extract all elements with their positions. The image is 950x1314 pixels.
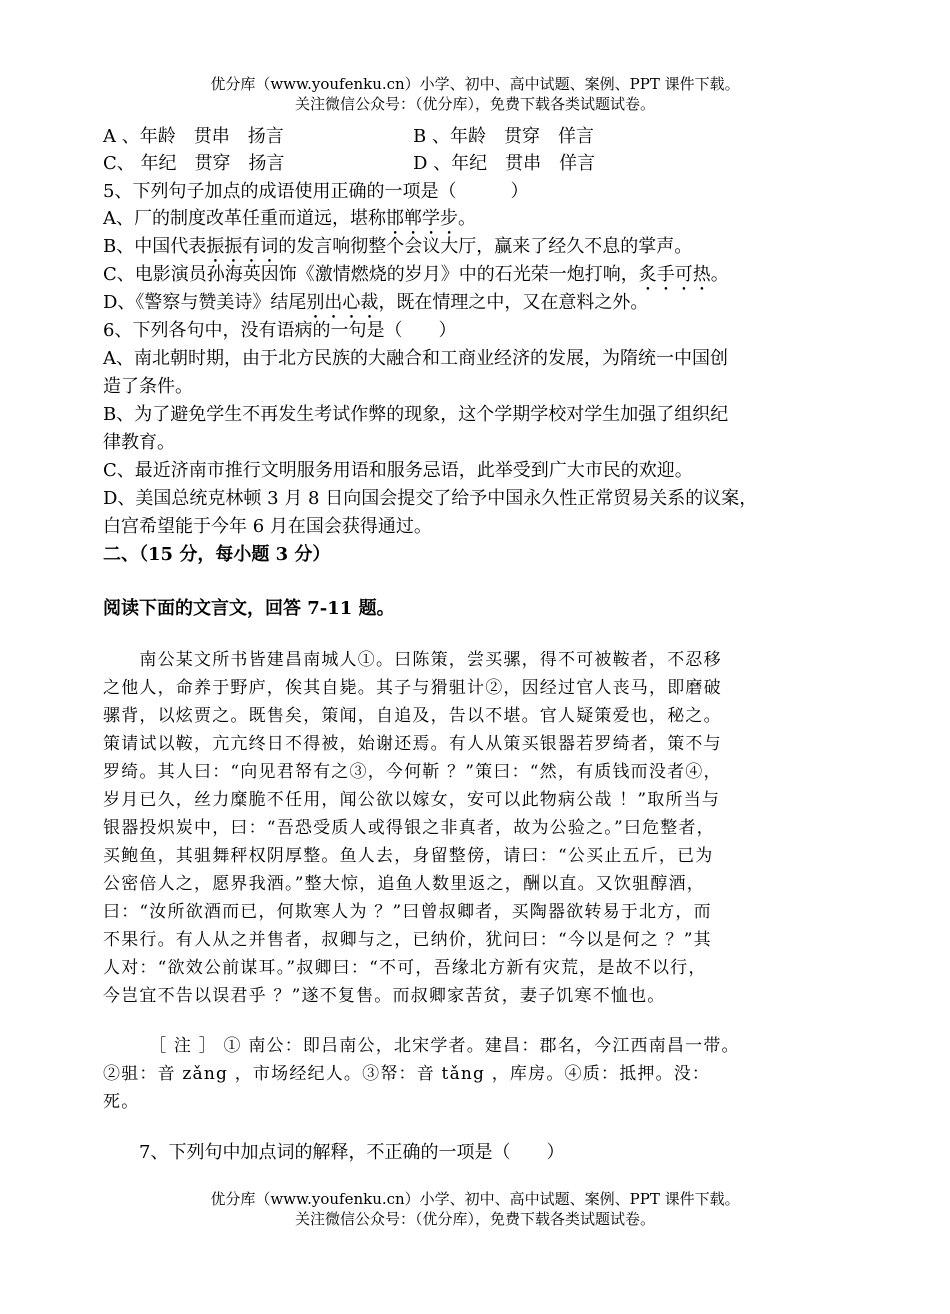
q5-a-end: 。 [458, 208, 476, 229]
page-footer [0, 1189, 950, 1229]
q5-d-text: D、《警察与赞美诗》结尾 [103, 292, 307, 313]
q5-c-idiom: 炙手可热 [638, 264, 711, 285]
q4-options-row-2 [103, 151, 595, 177]
footer-line-1: 优分库（www.youfenku.cn）小学、初中、高中试题、案例、PPT 课件下载。 [210, 1190, 740, 1208]
section-2-title: 二、（15 分，每小题 3 分） [103, 544, 331, 565]
q5-a-idiom: 邯郸学步 [386, 208, 458, 229]
passage-line: 罗绮。其人曰：“向见君帑有之③，今何靳 ？”策曰：“然，有质钱而没者④， [103, 762, 722, 782]
q6-option-b-line-2: 律教育。 [103, 432, 175, 453]
q5-c-end: 。 [710, 264, 729, 285]
passage-line: 策请试以鞍，亢亢终日不得被，始谢还焉。有人从策买银器若罗绮者，策不与 [103, 734, 722, 754]
q4-option-c: C、 年纪 贯穿 扬言 [103, 153, 285, 174]
q5-d-end: ，既在情理之中，又在意料之外。 [378, 292, 649, 313]
q7-stem: 7、下列句中加点词的解释，不正确的一项是（ ） [103, 1142, 565, 1163]
passage-line: 岁月已久，丝力糜脆不任用，闻公欲以嫁女，安可以此物病公哉 ！”取所当与 [103, 790, 721, 810]
note-line: ②驵：音 zǎng ，市场经纪人。③帑：音 tǎng ，库房。④质：抵押。没： [103, 1064, 711, 1084]
q6-stem: 6、下列各句中，没有语病的一句是（ ） [103, 320, 457, 341]
q5-stem: 5、下列句子加点的成语使用正确的一项是（ ） [103, 181, 529, 202]
header-line-2: 关注微信公众号：（优分库），免费下载各类试题试卷。 [294, 95, 655, 113]
classical-passage [103, 646, 722, 1010]
q6-option-b-line-1: B、为了避免学生不再发生考试作弊的现象，这个学期学校对学生加强了组织纪 [103, 404, 729, 425]
passage-line: 银器投炽炭中，曰：“吾恐受质人或得银之非真者，故为公验之。”曰危整者， [103, 818, 715, 838]
footer-line-2: 关注微信公众号：（优分库），免费下载各类试题试卷。 [294, 1210, 655, 1228]
passage-line: 不果行。有人从之并售者，叔卿与之，已纳价，犹问曰：“今以是何之 ？”其 [103, 930, 712, 950]
q5-b-idiom: 振振有词 [206, 236, 279, 257]
note-line: ［ 注 ］ ① 南公：即吕南公，北宋学者。建昌：郡名，今江西南昌一带。 [103, 1036, 740, 1056]
q4-options-row-1 [103, 124, 594, 150]
q6-option-c: C、最近济南市推行文明服务用语和服务忌语，此举受到广大市民的欢迎。 [103, 460, 693, 481]
note-line: 死。 [103, 1092, 140, 1112]
q4-option-a: A 、年龄 贯串 扬言 [103, 126, 284, 147]
header-line-1: 优分库（www.youfenku.cn）小学、初中、高中试题、案例、PPT 课件下载。 [210, 75, 740, 93]
passage-line: 买鲍鱼，其驵舞秤权阴厚整。鱼人去，身留整傍，请曰：“公买止五斤，已为 [103, 846, 714, 866]
passage-line: 公密倍人之，愿界我酒。”整大惊，追鱼人数里返之，酬以直。又饮驵醇酒， [103, 874, 705, 894]
q5-b-text: B、中国代表 [103, 236, 207, 257]
passage-line: 之他人，命养于野庐，俟其自毙。其子与猾驵计②，因经过官人丧马，即磨破 [103, 678, 722, 698]
q6-option-a-line-2: 造了条件。 [103, 376, 193, 397]
passage-line: 骡背，以炫贾之。既售矣，策闻，自追及，告以不堪。官人疑策爱也，秘之。 [103, 706, 722, 726]
q4-option-d: D 、年纪 贯串 佯言 [413, 153, 596, 174]
q4-option-b: B 、年龄 贯穿 佯言 [413, 126, 594, 147]
q5-b-end: 的发言响彻整个会议大厅，赢来了经久不息的掌声。 [278, 236, 693, 257]
passage-line: 人对：“欲效公前谋耳。”叔卿曰：“不可，吾缘北方新有灾荒，是故不以行， [103, 958, 707, 978]
section-2-instruction: 阅读下面的文言文，回答 7-11 题。 [103, 598, 395, 619]
q5-c-text: C、电影演员孙海英因饰《激情燃烧的岁月》中的石光荣一炮打响， [103, 264, 639, 285]
q5-d-idiom: 别出心裁 [306, 292, 379, 313]
page-header [0, 74, 950, 114]
q6-option-a-line-1: A、南北朝时期，由于北方民族的大融合和工商业经济的发展，为隋统一中国创 [103, 348, 728, 369]
q5-a-text: A、厂的制度改革任重而道远，堪称 [103, 208, 386, 229]
passage-line: 曰：“汝所欲酒而已，何欺寒人为 ？”曰曾叔卿者，买陶器欲转易于北方，而 [103, 902, 712, 922]
q6-option-d-line-1: D、美国总统克林顿 3 月 8 日向国会提交了给予中国永久性正常贸易关系的议案， [103, 488, 758, 509]
passage-line: 南公某文所书皆建昌南城人①。曰陈策，尝买骡，得不可被鞍者，不忍移 [103, 650, 722, 670]
q6-option-d-line-2: 白宫希望能于今年 6 月在国会获得通过。 [103, 516, 432, 537]
passage-line: 今岂宜不告以误君乎 ？”遂不复售。而叔卿家苦贫，妻子饥寒不恤也。 [103, 986, 666, 1006]
passage-notes [103, 1032, 740, 1116]
